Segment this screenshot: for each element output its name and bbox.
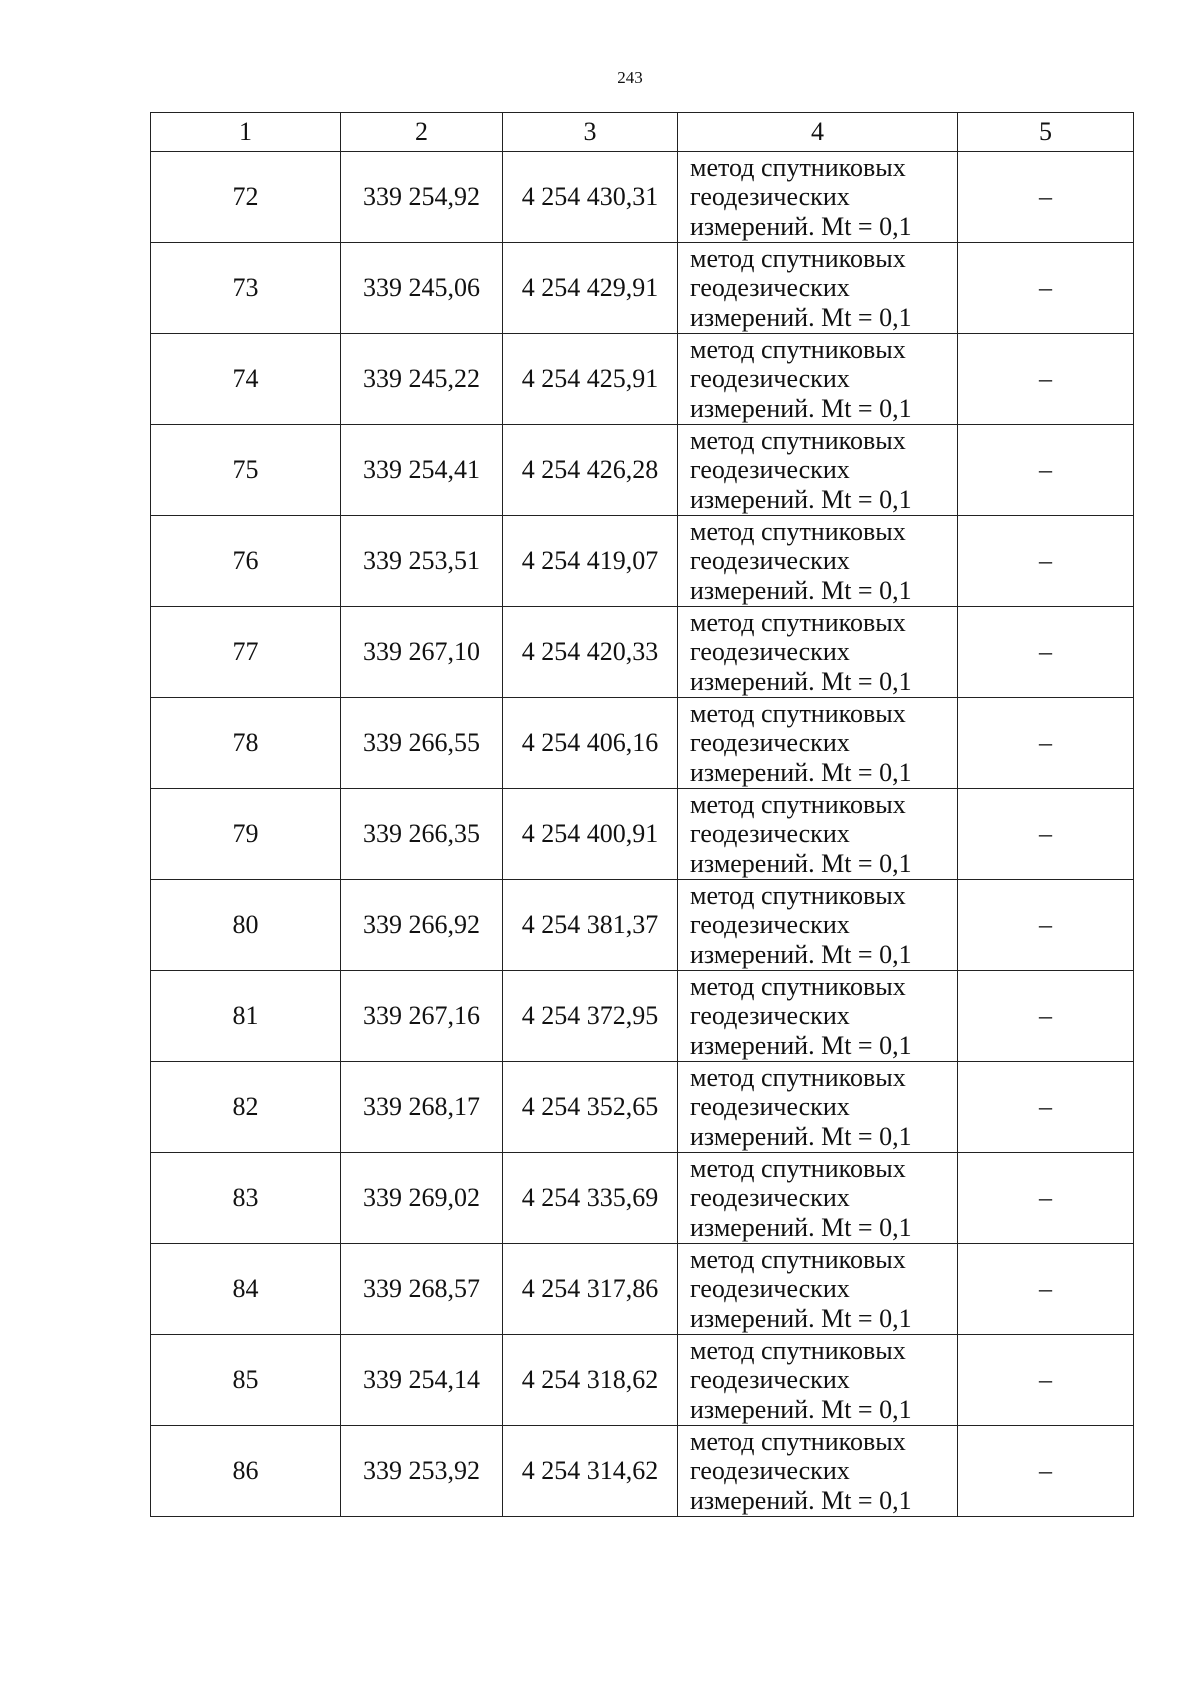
table-header	[151, 113, 1134, 152]
x-coordinate-cell: 339 253,92	[341, 1426, 503, 1517]
x-coordinate-cell: 339 254,41	[341, 425, 503, 516]
header-cell: 3	[503, 113, 678, 152]
note-cell: –	[958, 243, 1134, 334]
y-coordinate-cell: 4 254 406,16	[503, 698, 678, 789]
method-cell	[678, 425, 958, 516]
x-coordinate-cell: 339 266,35	[341, 789, 503, 880]
y-coordinate-cell: 4 254 400,91	[503, 789, 678, 880]
method-cell	[678, 698, 958, 789]
method-line: геодезических	[690, 1274, 850, 1304]
method-line: метод спутниковых	[690, 698, 906, 728]
y-coordinate-cell: 4 254 314,62	[503, 1426, 678, 1517]
method-line: измерений. Mt = 0,1	[690, 757, 912, 787]
method-line: метод спутниковых	[690, 334, 906, 364]
method-line: метод спутниковых	[690, 607, 906, 637]
method-line: метод спутниковых	[690, 971, 906, 1001]
x-coordinate-cell: 339 266,55	[341, 698, 503, 789]
method-cell	[678, 1062, 958, 1153]
method-cell	[678, 516, 958, 607]
table-row	[151, 425, 1134, 516]
method-line: метод спутниковых	[690, 425, 906, 455]
note-cell: –	[958, 516, 1134, 607]
table-row	[151, 1153, 1134, 1244]
method-line: геодезических	[690, 364, 850, 394]
point-number-cell: 84	[151, 1244, 341, 1335]
table-body	[151, 152, 1134, 1517]
method-cell	[678, 789, 958, 880]
point-number-cell: 77	[151, 607, 341, 698]
method-line: метод спутниковых	[690, 1426, 906, 1456]
method-line: измерений. Mt = 0,1	[690, 484, 912, 514]
point-number-cell: 74	[151, 334, 341, 425]
method-line: геодезических	[690, 1183, 850, 1213]
x-coordinate-cell: 339 254,14	[341, 1335, 503, 1426]
point-number-cell: 81	[151, 971, 341, 1062]
x-coordinate-cell: 339 268,57	[341, 1244, 503, 1335]
y-coordinate-cell: 4 254 419,07	[503, 516, 678, 607]
point-number-cell: 86	[151, 1426, 341, 1517]
method-line: геодезических	[690, 1456, 850, 1486]
header-cell: 1	[151, 113, 341, 152]
table-row	[151, 880, 1134, 971]
y-coordinate-cell: 4 254 381,37	[503, 880, 678, 971]
point-number-cell: 75	[151, 425, 341, 516]
method-cell	[678, 607, 958, 698]
method-line: геодезических	[690, 546, 850, 576]
x-coordinate-cell: 339 266,92	[341, 880, 503, 971]
method-cell	[678, 334, 958, 425]
method-line: измерений. Mt = 0,1	[690, 302, 912, 332]
method-line: геодезических	[690, 910, 850, 940]
point-number-cell: 82	[151, 1062, 341, 1153]
table-row	[151, 607, 1134, 698]
note-cell: –	[958, 334, 1134, 425]
x-coordinate-cell: 339 268,17	[341, 1062, 503, 1153]
method-line: измерений. Mt = 0,1	[690, 575, 912, 605]
note-cell: –	[958, 1244, 1134, 1335]
method-line: метод спутниковых	[690, 516, 906, 546]
y-coordinate-cell: 4 254 426,28	[503, 425, 678, 516]
method-line: геодезических	[690, 637, 850, 667]
method-cell	[678, 880, 958, 971]
note-cell: –	[958, 698, 1134, 789]
method-cell	[678, 152, 958, 243]
method-line: метод спутниковых	[690, 1335, 906, 1365]
table-row	[151, 1335, 1134, 1426]
point-number-cell: 72	[151, 152, 341, 243]
method-line: геодезических	[690, 182, 850, 212]
y-coordinate-cell: 4 254 318,62	[503, 1335, 678, 1426]
method-line: метод спутниковых	[690, 243, 906, 273]
note-cell: –	[958, 971, 1134, 1062]
method-line: геодезических	[690, 819, 850, 849]
coordinates-table-container	[150, 112, 1133, 1517]
table-row	[151, 698, 1134, 789]
method-line: измерений. Mt = 0,1	[690, 393, 912, 423]
method-cell	[678, 1244, 958, 1335]
table-row	[151, 1426, 1134, 1517]
method-line: измерений. Mt = 0,1	[690, 1303, 912, 1333]
note-cell: –	[958, 425, 1134, 516]
x-coordinate-cell: 339 245,06	[341, 243, 503, 334]
note-cell: –	[958, 789, 1134, 880]
method-line: измерений. Mt = 0,1	[690, 1394, 912, 1424]
y-coordinate-cell: 4 254 372,95	[503, 971, 678, 1062]
method-cell	[678, 243, 958, 334]
table-row	[151, 334, 1134, 425]
method-cell	[678, 971, 958, 1062]
method-line: измерений. Mt = 0,1	[690, 666, 912, 696]
y-coordinate-cell: 4 254 425,91	[503, 334, 678, 425]
note-cell: –	[958, 1335, 1134, 1426]
method-cell	[678, 1153, 958, 1244]
header-row	[151, 113, 1134, 152]
note-cell: –	[958, 1153, 1134, 1244]
x-coordinate-cell: 339 267,10	[341, 607, 503, 698]
point-number-cell: 79	[151, 789, 341, 880]
y-coordinate-cell: 4 254 429,91	[503, 243, 678, 334]
method-line: метод спутниковых	[690, 1244, 906, 1274]
method-line: метод спутниковых	[690, 1062, 906, 1092]
coordinates-table	[150, 112, 1134, 1517]
note-cell: –	[958, 1426, 1134, 1517]
x-coordinate-cell: 339 245,22	[341, 334, 503, 425]
method-line: измерений. Mt = 0,1	[690, 1030, 912, 1060]
table-row	[151, 516, 1134, 607]
method-line: измерений. Mt = 0,1	[690, 1121, 912, 1151]
method-line: метод спутниковых	[690, 152, 906, 182]
point-number-cell: 73	[151, 243, 341, 334]
method-line: геодезических	[690, 455, 850, 485]
table-row	[151, 789, 1134, 880]
page-number: 243	[617, 68, 643, 87]
note-cell: –	[958, 1062, 1134, 1153]
table-row	[151, 152, 1134, 243]
header-cell: 4	[678, 113, 958, 152]
point-number-cell: 85	[151, 1335, 341, 1426]
note-cell: –	[958, 152, 1134, 243]
method-line: геодезических	[690, 1092, 850, 1122]
x-coordinate-cell: 339 254,92	[341, 152, 503, 243]
method-line: геодезических	[690, 1365, 850, 1395]
method-cell	[678, 1426, 958, 1517]
x-coordinate-cell: 339 269,02	[341, 1153, 503, 1244]
method-line: геодезических	[690, 273, 850, 303]
method-cell	[678, 1335, 958, 1426]
y-coordinate-cell: 4 254 352,65	[503, 1062, 678, 1153]
method-line: геодезических	[690, 1001, 850, 1031]
method-line: метод спутниковых	[690, 789, 906, 819]
method-line: измерений. Mt = 0,1	[690, 211, 912, 241]
point-number-cell: 78	[151, 698, 341, 789]
note-cell: –	[958, 880, 1134, 971]
table-row	[151, 1062, 1134, 1153]
x-coordinate-cell: 339 267,16	[341, 971, 503, 1062]
y-coordinate-cell: 4 254 430,31	[503, 152, 678, 243]
x-coordinate-cell: 339 253,51	[341, 516, 503, 607]
y-coordinate-cell: 4 254 420,33	[503, 607, 678, 698]
point-number-cell: 76	[151, 516, 341, 607]
method-line: геодезических	[690, 728, 850, 758]
point-number-cell: 80	[151, 880, 341, 971]
table-row	[151, 1244, 1134, 1335]
method-line: метод спутниковых	[690, 1153, 906, 1183]
method-line: метод спутниковых	[690, 880, 906, 910]
y-coordinate-cell: 4 254 335,69	[503, 1153, 678, 1244]
table-row	[151, 243, 1134, 334]
y-coordinate-cell: 4 254 317,86	[503, 1244, 678, 1335]
header-cell: 5	[958, 113, 1134, 152]
method-line: измерений. Mt = 0,1	[690, 1485, 912, 1515]
note-cell: –	[958, 607, 1134, 698]
method-line: измерений. Mt = 0,1	[690, 939, 912, 969]
point-number-cell: 83	[151, 1153, 341, 1244]
header-cell: 2	[341, 113, 503, 152]
table-row	[151, 971, 1134, 1062]
method-line: измерений. Mt = 0,1	[690, 848, 912, 878]
method-line: измерений. Mt = 0,1	[690, 1212, 912, 1242]
